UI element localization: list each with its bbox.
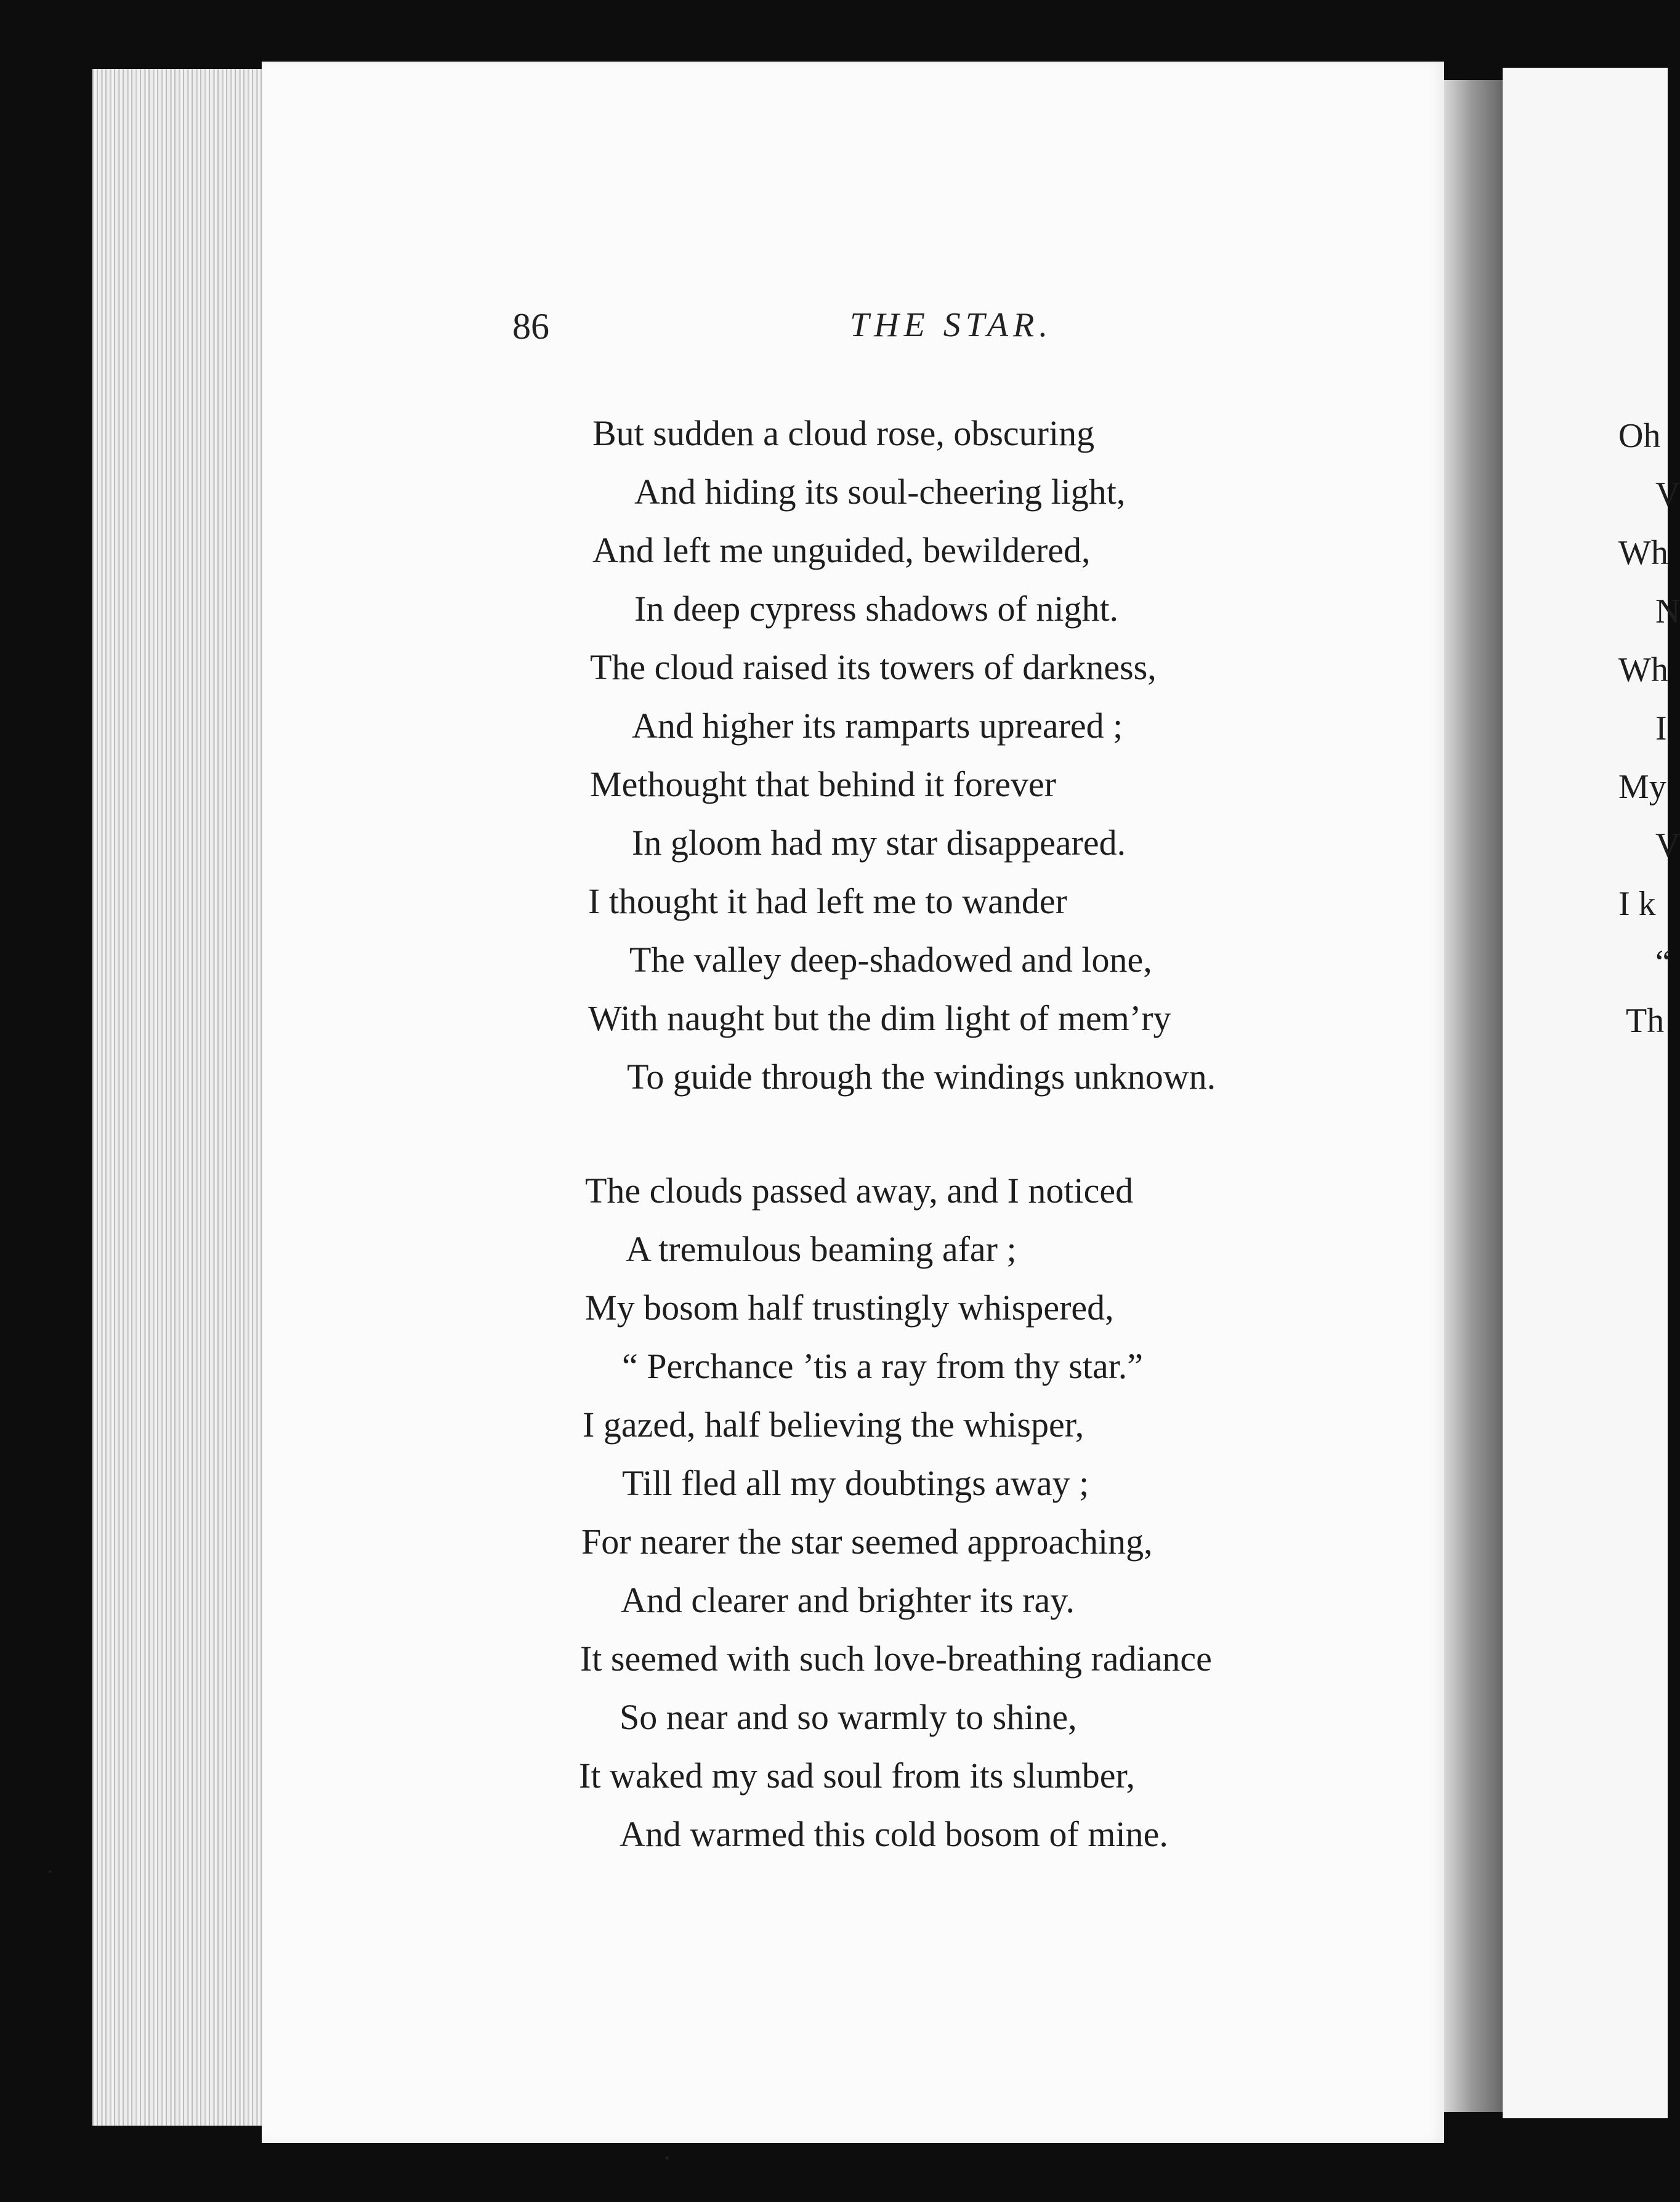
facing-line-fragment: Wh — [1618, 534, 1668, 572]
poem-line: Methought that behind it forever — [590, 764, 1057, 804]
page-edges — [92, 69, 265, 2126]
facing-line-fragment: Wh — [1618, 651, 1668, 689]
poem-line: To guide through the windings unknown. — [627, 1057, 1216, 1097]
book-page-right — [1503, 68, 1680, 2118]
poem-line: And clearer and brighter its ray. — [621, 1580, 1075, 1620]
poem-line: And hiding its soul-cheering light, — [634, 472, 1126, 512]
facing-line-fragment: I — [1655, 709, 1667, 748]
poem-line: It waked my sad soul from its slumber, — [579, 1756, 1135, 1796]
poem-line: The valley deep-shadowed and lone, — [629, 940, 1152, 980]
poem-line: The clouds passed away, and I noticed — [585, 1171, 1134, 1211]
page-number: 86 — [512, 306, 549, 347]
facing-line-fragment: Oh — [1618, 417, 1661, 455]
poem-line: A tremulous beaming afar ; — [626, 1229, 1017, 1269]
poem-line: It seemed with such love-breathing radiance — [580, 1639, 1212, 1679]
poem-line: With naught but the dim light of mem’ry — [588, 998, 1171, 1038]
poem-line: I thought it had left me to wander — [588, 881, 1067, 921]
poem-line: For nearer the star seemed approaching, — [581, 1522, 1153, 1562]
poem-line: My bosom half trustingly whispered, — [585, 1288, 1114, 1328]
poem-line: In deep cypress shadows of night. — [634, 589, 1119, 629]
poem-line: So near and so warmly to shine, — [620, 1697, 1077, 1737]
poem-line: And higher its ramparts upreared ; — [632, 706, 1123, 746]
facing-line-fragment: My — [1618, 768, 1666, 806]
running-title: THE STAR. — [850, 306, 1053, 344]
page-header — [262, 362, 1444, 411]
facing-line-fragment: Th — [1626, 1002, 1665, 1040]
facing-line-fragment: V — [1655, 475, 1680, 514]
poem-line: The cloud raised its towers of darkness, — [590, 647, 1157, 687]
facing-line-fragment: N — [1655, 592, 1680, 631]
poem-line: And warmed this cold bosom of mine. — [620, 1814, 1168, 1854]
facing-line-fragment: “ — [1655, 943, 1671, 982]
poem-line: And left me unguided, bewildered, — [592, 530, 1091, 570]
poem-line: “ Perchance ’tis a ray from thy star.” — [622, 1346, 1144, 1386]
poem-line: In gloom had my star disappeared. — [632, 823, 1126, 863]
facing-line-fragment: I k — [1618, 885, 1656, 923]
poem-line: I gazed, half believing the whisper, — [583, 1405, 1084, 1445]
poem-line: But sudden a cloud rose, obscuring — [592, 413, 1095, 453]
poem-line: Till fled all my doubtings away ; — [622, 1463, 1089, 1503]
facing-line-fragment: V — [1655, 826, 1680, 865]
